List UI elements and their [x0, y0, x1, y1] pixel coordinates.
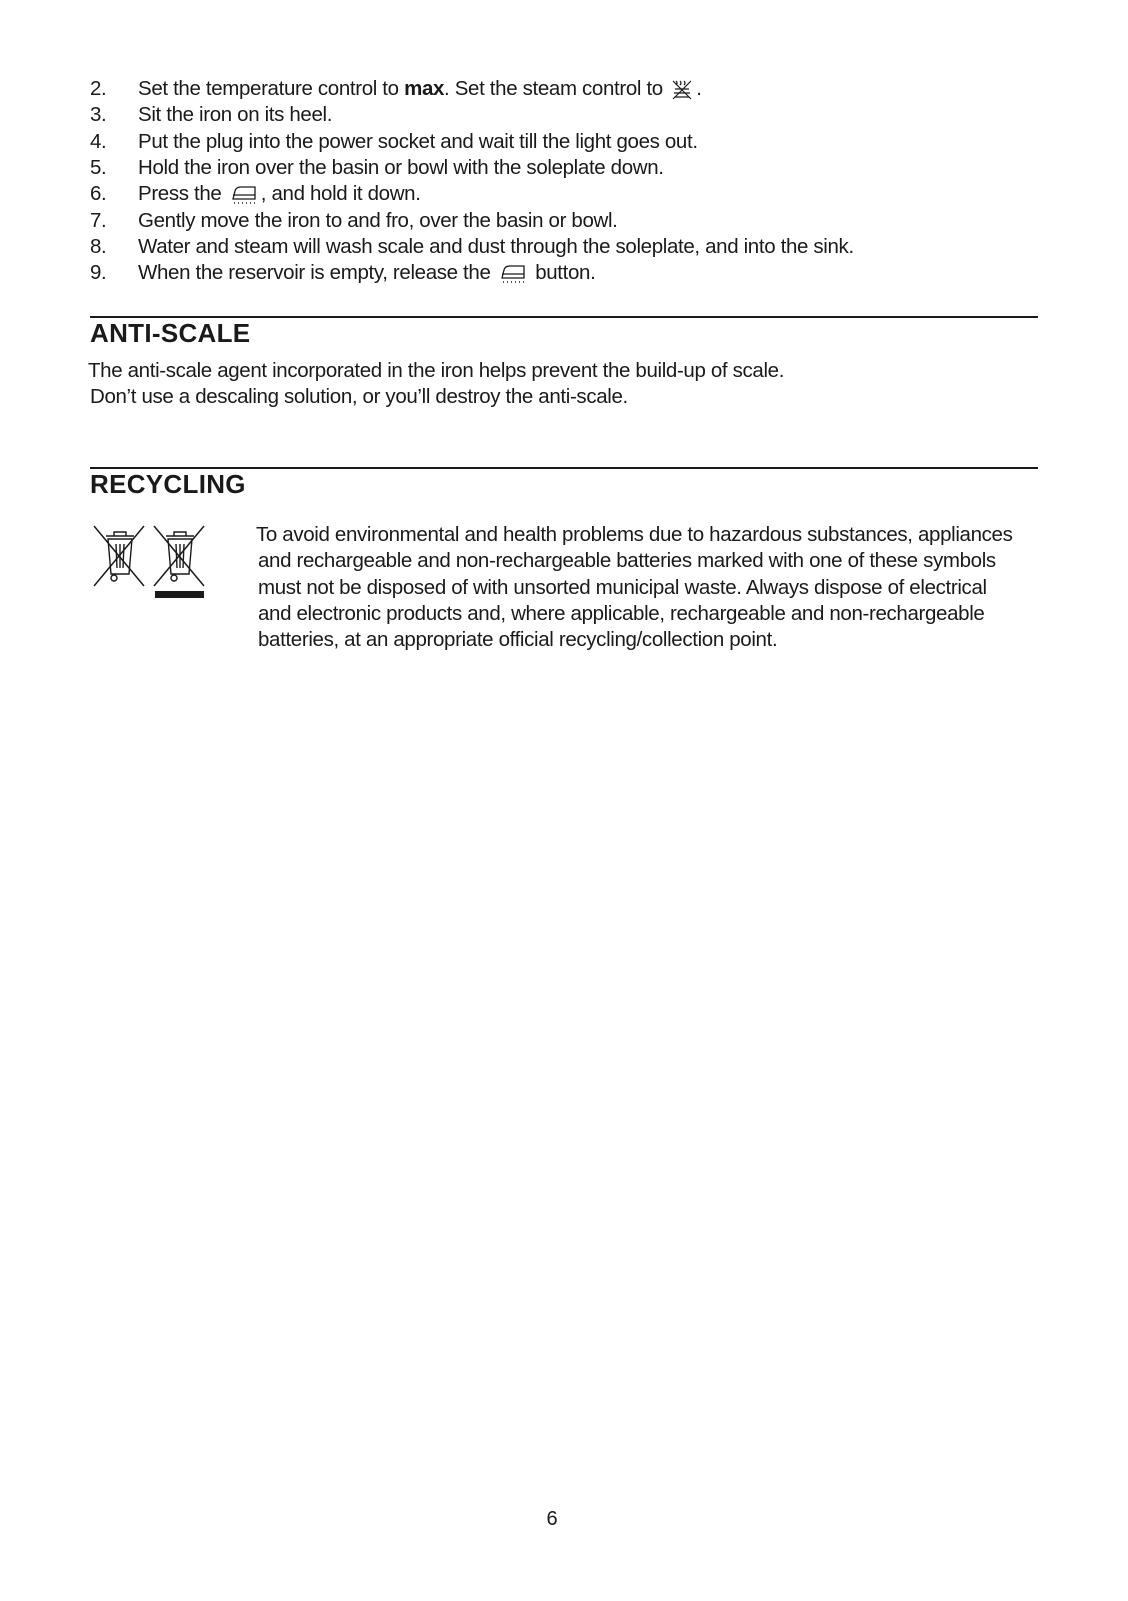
self-clean-iron-icon [230, 184, 258, 206]
paragraph-line: and electronic products and, where applicable, rechargeable and non-rechargeable [258, 601, 985, 625]
anti-scale-heading: ANTI-SCALE [90, 318, 251, 348]
cleaning-steps-list [90, 76, 854, 286]
step-text-part: When the reservoir is empty, release the [138, 261, 496, 285]
paragraph-line: Don’t use a descaling solution, or you’ll destroy the anti-scale. [90, 385, 628, 409]
step-number: 5. [90, 156, 107, 180]
step-text-bold: max [404, 77, 445, 101]
step-number: 9. [90, 261, 107, 285]
step-text: Put the plug into the power socket and wait till the light goes out. [138, 129, 698, 153]
anti-scale-paragraph [88, 358, 784, 411]
step-text: Water and steam will wash scale and dust through the soleplate, and into the sink. [138, 234, 854, 258]
recycling-symbols [92, 522, 210, 602]
step-6 [90, 181, 854, 207]
paragraph-line: must not be disposed of with unsorted municipal waste. Always dispose of electrical [258, 575, 987, 599]
step-3 [90, 102, 854, 128]
paragraph-line: The anti-scale agent incorporated in the iron helps prevent the build-up of scale. [88, 359, 785, 382]
step-text-part: Press the [138, 182, 227, 206]
step-number: 2. [90, 77, 107, 101]
paragraph-line: batteries, at an appropriate official recycling/collection point. [258, 628, 778, 652]
step-8 [90, 234, 854, 260]
step-number: 6. [90, 182, 107, 206]
step-text-part: , and hold it down. [260, 182, 421, 206]
step-text [138, 261, 595, 285]
crossed-out-wheelie-bin-with-bar-icon [152, 522, 208, 602]
step-text-part: . Set the steam control to [444, 77, 669, 101]
step-number: 8. [90, 234, 107, 258]
step-5 [90, 155, 854, 181]
step-9 [90, 260, 854, 286]
step-number: 3. [90, 103, 107, 127]
step-text-part: button. [529, 261, 596, 285]
step-text: Sit the iron on its heel. [138, 103, 333, 127]
recycling-heading: RECYCLING [90, 469, 246, 499]
paragraph-line: To avoid environmental and health problems due to hazardous substances, appliances [256, 523, 1013, 546]
crossed-out-wheelie-bin-icon [92, 522, 148, 588]
page-number: 6 [546, 1508, 558, 1530]
paragraph-line: and rechargeable and non-rechargeable batteries marked with one of these symbols [258, 549, 996, 573]
step-text-part: Set the temperature control to [138, 77, 405, 101]
step-text [138, 77, 702, 101]
step-number: 7. [90, 208, 107, 232]
step-2 [90, 76, 854, 102]
step-text [138, 182, 421, 206]
step-text-part: . [696, 77, 702, 101]
step-number: 4. [90, 129, 107, 153]
no-steam-icon [671, 79, 693, 101]
step-4 [90, 129, 854, 155]
step-text: Gently move the iron to and fro, over the basin or bowl. [138, 208, 618, 232]
recycling-paragraph [256, 522, 1013, 653]
step-7 [90, 207, 854, 233]
step-text: Hold the iron over the basin or bowl with the soleplate down. [138, 156, 664, 180]
self-clean-iron-icon [499, 263, 527, 285]
